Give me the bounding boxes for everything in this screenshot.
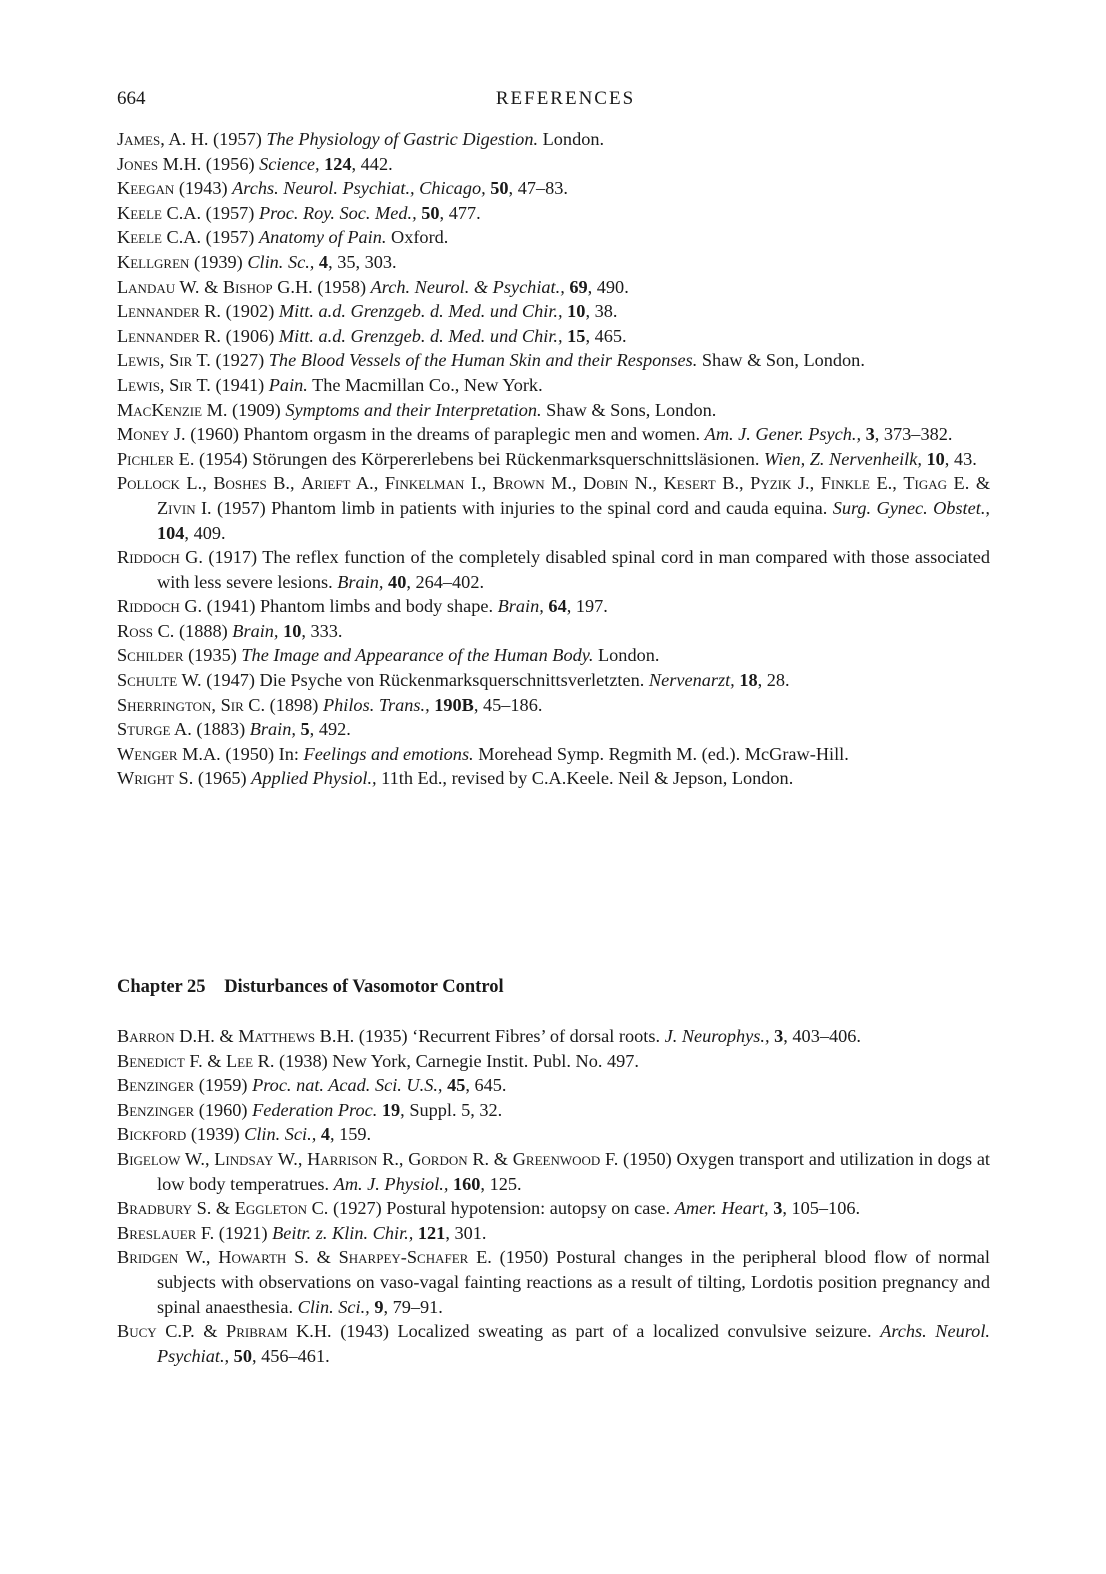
citation-text: , <box>481 473 493 494</box>
author-name: Bucy C.P. <box>117 1321 195 1342</box>
citation-text: , 125. <box>480 1173 522 1194</box>
citation-text: (1957) Phantom limb in patients with injuries to the spinal cord and cauda equina. <box>211 497 833 518</box>
citation-text: (1941) Phantom limbs and body shape. <box>202 596 498 617</box>
citation-text: (1902) <box>221 301 279 322</box>
journal-title: Pain. <box>268 374 308 395</box>
author-name: Sharpey-Schafer E. <box>338 1247 492 1268</box>
citation-text: & <box>214 1026 239 1046</box>
citation-text: & <box>489 1148 513 1169</box>
journal-title: The Physiology of Gastric Digestion. <box>266 129 539 149</box>
journal-title: Mitt. a.d. Grenzgeb. d. Med. und Chir., <box>278 325 563 346</box>
reference-entry <box>117 594 990 619</box>
citation-text: , 490. <box>587 276 629 297</box>
author-name: Pollock L. <box>117 473 203 494</box>
journal-title: Federation Proc. <box>252 1099 378 1120</box>
citation-text: (1958) <box>312 276 371 297</box>
citation-text: , 442. <box>351 153 393 174</box>
author-name: Riddoch G. <box>117 547 203 568</box>
citation-text: (1960) <box>194 1099 253 1120</box>
citation-text: & <box>194 1321 227 1342</box>
author-name: Breslauer F. <box>117 1222 215 1243</box>
journal-title: Archs. Neurol. Psychiat., Chicago, <box>232 178 486 199</box>
citation-text: (1943) Localized sweating as part of a localized convulsive seizure. <box>331 1321 881 1342</box>
volume-number: 3 <box>865 424 875 445</box>
journal-title: Science, <box>259 153 320 174</box>
citation-text: & <box>308 1247 339 1268</box>
citation-text: , 45–186. <box>473 694 543 715</box>
reference-entry <box>117 1147 990 1196</box>
author-name: Benedict F. <box>117 1050 203 1071</box>
author-name: Arieft A. <box>301 473 374 494</box>
volume-number: 3 <box>774 1026 784 1046</box>
volume-number: 5 <box>300 719 310 740</box>
author-name: Lindsay W. <box>214 1148 298 1169</box>
citation-text: , 465. <box>585 325 627 346</box>
citation-text: , <box>809 473 821 494</box>
author-name: Lennander R. <box>117 325 221 346</box>
citation-text: (1935) <box>183 645 242 666</box>
citation-text: (1959) <box>194 1075 253 1096</box>
citation-text: , 403–406. <box>783 1026 861 1046</box>
citation-text: (1921) <box>214 1222 273 1243</box>
journal-title: Anatomy of Pain. <box>258 227 387 248</box>
citation-text: (1954) Störungen des Körpererlebens bei Rückenmarksquerschnittsläsionen. <box>194 448 765 469</box>
reference-entry <box>117 1073 990 1098</box>
author-name: Kellgren <box>117 251 190 272</box>
citation-text: , 409. <box>184 522 226 543</box>
reference-entry <box>117 1221 990 1246</box>
citation-text: , 47–83. <box>508 178 568 199</box>
author-name: Bickford <box>117 1124 187 1145</box>
chapter-heading <box>117 977 504 998</box>
citation-text: London. <box>538 129 605 149</box>
author-name: Matthews B.H. <box>238 1026 355 1046</box>
reference-entry <box>117 152 990 177</box>
volume-number: 50 <box>490 178 509 199</box>
reference-list-chapter-25 <box>117 1024 990 1368</box>
author-name: Benzinger <box>117 1099 195 1120</box>
citation-text: , <box>297 1148 308 1169</box>
citation-text: (1957) <box>201 202 259 223</box>
journal-title: Beitr. z. Klin. Chir., <box>272 1222 414 1243</box>
citation-text: (1939) <box>186 1124 245 1145</box>
chapter-number: Chapter 25 <box>117 977 206 997</box>
reference-entry <box>117 1122 990 1147</box>
citation-text: , 159. <box>329 1124 372 1145</box>
citation-text: , 477. <box>439 202 481 223</box>
journal-title: Wien, Z. Nervenheilk, <box>764 448 922 469</box>
volume-number: 10 <box>926 448 945 469</box>
citation-text: (1960) Phantom orgasm in the dreams of paraplegic men and women. <box>185 424 705 445</box>
reference-entry <box>117 275 990 300</box>
volume-number: 4 <box>318 251 329 272</box>
reference-entry <box>117 225 990 250</box>
citation-text: , 105–106. <box>782 1198 861 1219</box>
author-name: Riddoch G. <box>117 596 203 617</box>
volume-number: 10 <box>567 301 586 322</box>
reference-entry <box>117 176 990 201</box>
citation-text: , <box>572 473 584 494</box>
journal-title: J. Neurophys., <box>664 1026 770 1046</box>
citation-text: The Macmillan Co., New York. <box>307 374 543 395</box>
author-name: Wright S. <box>117 768 194 789</box>
author-name: Lennander R. <box>117 301 221 322</box>
author-name: Harrison R. <box>307 1148 399 1169</box>
author-name: Bishop G.H. <box>222 276 313 297</box>
author-name: Kesert B. <box>663 473 740 494</box>
citation-text: & <box>969 473 991 494</box>
citation-text: , 43. <box>944 448 977 469</box>
volume-number: 10 <box>283 620 302 641</box>
citation-text: (1909) <box>227 399 286 420</box>
journal-title: Proc. nat. Acad. Sci. U.S., <box>252 1075 443 1096</box>
author-name: Benzinger <box>117 1075 195 1096</box>
reference-entry <box>117 299 990 324</box>
volume-number: 50 <box>421 202 440 223</box>
author-name: Keegan <box>117 178 175 199</box>
author-name: Jones M.H. <box>117 153 202 174</box>
author-name: Howarth S. <box>218 1247 309 1268</box>
volume-number: 9 <box>374 1296 384 1317</box>
running-head: REFERENCES <box>495 88 636 109</box>
reference-entry <box>117 1245 990 1319</box>
reference-entry <box>117 693 990 718</box>
reference-entry <box>117 373 990 398</box>
citation-text: , 197. <box>566 596 608 617</box>
citation-text: (1935) ‘Recurrent Fibres’ of dorsal roots. <box>354 1026 665 1046</box>
volume-number: 69 <box>569 276 588 297</box>
author-name: Sturge A. <box>117 719 192 740</box>
journal-title: Clin. Sci., <box>244 1124 317 1145</box>
author-name: Boshes B. <box>213 473 290 494</box>
reference-entry <box>117 127 990 152</box>
reference-entry <box>117 324 990 349</box>
volume-number: 19 <box>381 1099 401 1120</box>
reference-entry <box>117 447 990 472</box>
author-name: Bradbury S. <box>117 1198 212 1219</box>
reference-entry <box>117 471 990 545</box>
journal-title: Feelings and emotions. <box>303 743 474 764</box>
citation-text: (1898) <box>265 694 323 715</box>
citation-text: (1950) Postural changes in the peripheral blood flow of normal subjects with observations on vaso-vagal fainting reactions as a result of tilting, Lordotis position pregnancy and spinal anaesthesia. <box>157 1247 990 1317</box>
reference-entry <box>117 643 990 668</box>
journal-title: Amer. Heart, <box>674 1198 769 1219</box>
reference-entry <box>117 1319 990 1368</box>
citation-text: Oxford. <box>386 227 449 248</box>
reference-entry <box>117 422 990 447</box>
journal-title: The Image and Appearance of the Human Body. <box>241 645 594 666</box>
citation-text: , 456–461. <box>251 1345 330 1366</box>
reference-entry <box>117 545 990 594</box>
citation-text: Shaw & Sons, London. <box>541 399 717 420</box>
journal-title: Philos. Trans., <box>322 694 430 715</box>
journal-title: Symptoms and their Interpretation. <box>285 399 542 420</box>
author-name: Pichler E. <box>117 448 195 469</box>
citation-text: , 645. <box>465 1075 507 1096</box>
citation-text: (1957) <box>208 129 267 149</box>
citation-text: (1957) <box>201 227 259 248</box>
page-number: 664 <box>117 88 146 109</box>
volume-number: 64 <box>548 596 567 617</box>
journal-title: Brain, <box>337 571 384 592</box>
citation-text: (1917) The reflex function of the completely disabled spinal cord in man compared with those associated with less severe lesions. <box>157 547 990 592</box>
citation-text: Morehead Symp. Regmith M. (ed.). McGraw-Hill. <box>473 743 849 764</box>
reference-entry <box>117 742 990 767</box>
citation-text: , 373–382. <box>874 424 953 445</box>
author-name: Keele C.A. <box>117 227 202 248</box>
volume-number: 50 <box>233 1345 252 1366</box>
reference-entry <box>117 1196 990 1221</box>
citation-text: (1906) <box>221 325 279 346</box>
author-name: Finkelman I. <box>384 473 482 494</box>
reference-entry <box>117 766 990 791</box>
volume-number: 124 <box>324 153 352 174</box>
reference-entry <box>117 348 990 373</box>
author-name: Pribram K.H. <box>226 1321 332 1342</box>
author-name: Pyzik J. <box>750 473 810 494</box>
citation-text: , 333. <box>301 620 343 641</box>
journal-title: Am. J. Gener. Psych., <box>704 424 862 445</box>
reference-entry <box>117 398 990 423</box>
reference-entry <box>117 717 990 742</box>
citation-text: , <box>398 1148 409 1169</box>
reference-entry <box>117 1024 990 1049</box>
author-name: Eggleton C. <box>234 1198 329 1219</box>
citation-text: , 28. <box>757 670 790 691</box>
journal-title: Clin. Sc., <box>247 251 315 272</box>
reference-entry <box>117 1049 990 1074</box>
journal-title: Brain, <box>232 620 279 641</box>
author-name: Money J. <box>117 424 186 445</box>
author-name: Gordon R. <box>408 1148 490 1169</box>
citation-text: (1888) <box>174 620 233 641</box>
journal-title: Surg. Gynec. Obstet., <box>832 497 990 518</box>
page-header <box>117 88 990 114</box>
citation-text: (1943) <box>174 178 233 199</box>
citation-text: , <box>739 473 751 494</box>
citation-text: , 38. <box>585 301 618 322</box>
volume-number: 40 <box>388 571 407 592</box>
author-name: Greenwood F. <box>512 1148 619 1169</box>
citation-text: & <box>211 1198 235 1219</box>
citation-text: (1927) <box>210 350 269 371</box>
citation-text: & <box>202 1050 227 1071</box>
citation-text: (1938) New York, Carnegie Instit. Publ. No. 497. <box>274 1050 639 1071</box>
citation-text: , <box>205 1247 219 1268</box>
citation-text: , <box>892 473 904 494</box>
author-name: James, A. H. <box>117 129 209 149</box>
journal-title: Nervenarzt, <box>648 670 735 691</box>
author-name: Keele C.A. <box>117 202 202 223</box>
citation-text: (1939) <box>189 251 248 272</box>
citation-text: , 264–402. <box>406 571 485 592</box>
volume-number: 190B <box>434 694 474 715</box>
author-name: Brown M. <box>492 473 573 494</box>
author-name: Finkle E. <box>820 473 893 494</box>
author-name: Wenger M.A. <box>117 743 221 764</box>
reference-entry <box>117 668 990 693</box>
volume-number: 160 <box>453 1173 481 1194</box>
citation-text: , <box>652 473 664 494</box>
citation-text: , <box>202 473 214 494</box>
author-name: Dobin N. <box>583 473 653 494</box>
author-name: Landau W. <box>117 276 200 297</box>
journal-title: Proc. Roy. Soc. Med., <box>258 202 417 223</box>
citation-text: (1950) Oxygen transport and utilization in dogs at low body temperatrues. <box>157 1148 991 1194</box>
citation-text: Shaw & Son, London. <box>697 350 865 371</box>
citation-text: , <box>290 473 302 494</box>
journal-title: Applied Physiol., <box>251 768 377 789</box>
volume-number: 45 <box>447 1075 466 1096</box>
author-name: Tigag E. <box>903 473 970 494</box>
journal-title: Brain, <box>249 719 296 740</box>
citation-text: , <box>204 1148 215 1169</box>
citation-text: , 35, 303. <box>328 251 397 272</box>
reference-entry <box>117 201 990 226</box>
reference-list-general <box>117 127 990 791</box>
journal-title: Archs. Neurol. Psychiat., <box>157 1321 990 1366</box>
volume-number: 15 <box>567 325 586 346</box>
author-name: Bridgen W. <box>117 1247 206 1268</box>
volume-number: 3 <box>773 1198 783 1219</box>
citation-text: (1927) Postural hypotension: autopsy on case. <box>328 1198 675 1219</box>
volume-number: 121 <box>417 1222 446 1243</box>
journal-title: Brain, <box>497 596 544 617</box>
citation-text: London. <box>593 645 660 666</box>
volume-number: 104 <box>157 522 185 543</box>
author-name: Bigelow W. <box>117 1148 205 1169</box>
citation-text: , <box>373 473 385 494</box>
reference-entry <box>117 250 990 275</box>
chapter-title: Disturbances of Vasomotor Control <box>224 977 504 997</box>
citation-text: (1950) In: <box>220 743 304 764</box>
author-name: Lewis, Sir T. <box>117 350 211 371</box>
citation-text: , 301. <box>445 1222 487 1243</box>
citation-text: 11th Ed., revised by C.A.Keele. Neil & Jepson, London. <box>376 768 794 789</box>
citation-text: & <box>199 276 223 297</box>
journal-title: Mitt. a.d. Grenzgeb. d. Med. und Chir., <box>278 301 563 322</box>
author-name: Lewis, Sir T. <box>117 374 211 395</box>
citation-text: , 492. <box>309 719 351 740</box>
author-name: Schulte W. <box>117 670 202 691</box>
citation-text: (1947) Die Psyche von Rückenmarksquerschnittsverletzten. <box>201 670 649 691</box>
author-name: Ross C. <box>117 620 175 641</box>
author-name: Barron D.H. <box>117 1026 215 1046</box>
journal-title: The Blood Vessels of the Human Skin and their Responses. <box>268 350 698 371</box>
citation-text: , Suppl. 5, 32. <box>400 1099 503 1120</box>
author-name: Schilder <box>117 645 184 666</box>
author-name: Lee R. <box>226 1050 275 1071</box>
author-name: Zivin I. <box>157 497 212 518</box>
citation-text: (1883) <box>191 719 250 740</box>
journal-title: Clin. Sci., <box>297 1296 370 1317</box>
citation-text: , 79–91. <box>383 1296 443 1317</box>
citation-text: (1965) <box>193 768 252 789</box>
citation-text: (1956) <box>201 153 260 174</box>
journal-title: Arch. Neurol. & Psychiat., <box>370 276 565 297</box>
reference-entry <box>117 1098 990 1123</box>
volume-number: 4 <box>320 1124 330 1145</box>
volume-number: 18 <box>739 670 758 691</box>
citation-text: (1941) <box>210 374 269 395</box>
reference-entry <box>117 619 990 644</box>
author-name: MacKenzie M. <box>117 399 228 420</box>
author-name: Sherrington, Sir C. <box>117 694 266 715</box>
journal-title: Am. J. Physiol., <box>333 1173 449 1194</box>
